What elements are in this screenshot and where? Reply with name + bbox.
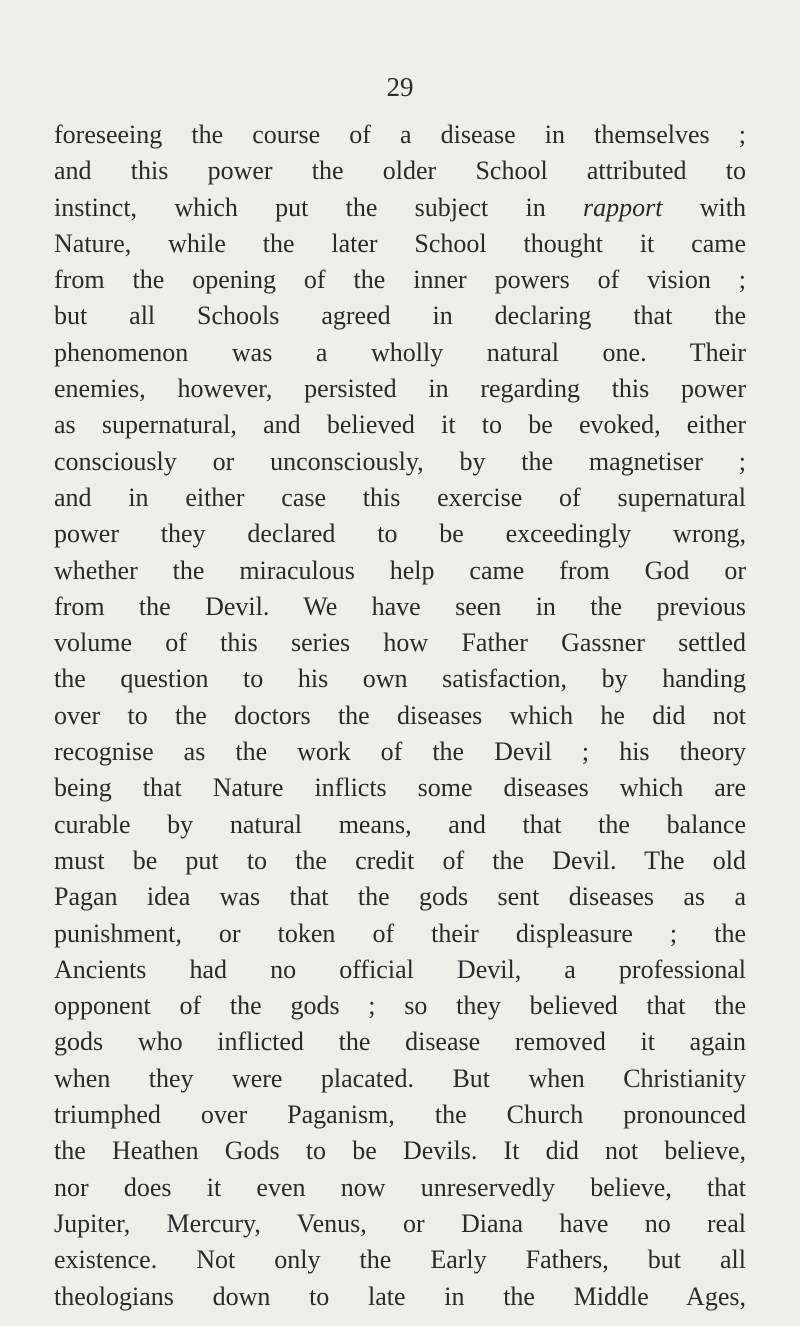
text-line [54, 407, 746, 443]
text-line [54, 661, 746, 697]
text-line-segment: must be put to the credit of the Devil. The old [54, 845, 746, 875]
text-line-segment: the question to his own satisfaction, by handing [54, 664, 746, 694]
page-number: 29 [386, 72, 414, 102]
text-line [54, 153, 746, 189]
text-line-segment: theologians down to late in the Middle Ages, [54, 1281, 746, 1311]
text-line-segment: foreseeing the course of a disease in themselves ; [54, 120, 746, 149]
text-line [54, 1206, 746, 1242]
text-line [54, 335, 746, 371]
text-line-segment: from the opening of the inner powers of vision ; [54, 265, 746, 295]
text-line-segment: opponent of the gods ; so they believed that the [54, 991, 746, 1021]
text-line [54, 843, 746, 879]
text-line [54, 589, 746, 625]
text-line [54, 117, 746, 153]
text-line [54, 1279, 746, 1315]
text-line-segment: power they declared to be exceedingly wrong, [54, 519, 746, 549]
italic-term: rapport [583, 192, 663, 222]
text-line [54, 1133, 746, 1169]
text-line [54, 371, 746, 407]
text-line [54, 444, 746, 480]
text-line-segment: recognise as the work of the Devil ; his theory [54, 737, 746, 767]
text-line [54, 1242, 746, 1278]
text-line [54, 190, 746, 226]
text-line-segment: punishment, or token of their displeasure ; the [54, 918, 746, 948]
text-line-segment: consciously or unconsciously, by the magnetiser ; [54, 446, 746, 476]
text-line [54, 298, 746, 334]
text-line [54, 262, 746, 298]
text-line-segment: and this power the older School attributed to [54, 156, 746, 186]
text-line [54, 625, 746, 661]
text-line [54, 1024, 746, 1060]
text-line [54, 480, 746, 516]
text-line [54, 734, 746, 770]
text-line-segment: enemies, however, persisted in regarding this power [54, 374, 746, 404]
text-line-segment: volume of this series how Father Gassner settled [54, 628, 746, 658]
text-line-segment: nor does it even now unreservedly believe, that [54, 1172, 746, 1202]
text-line [54, 807, 746, 843]
text-line [54, 698, 746, 734]
text-line [54, 1061, 746, 1097]
text-line-segment: existence. Not only the Early Fathers, but all [54, 1245, 746, 1275]
text-line-segment: whether the miraculous help came from God or [54, 555, 746, 585]
text-line-segment: triumphed over Paganism, the Church pronounced [54, 1100, 746, 1130]
text-line-segment: with [662, 192, 746, 222]
text-line [54, 952, 746, 988]
text-line [54, 988, 746, 1024]
text-line-segment: the Heathen Gods to be Devils. It did not believe, [54, 1136, 746, 1166]
text-line [54, 226, 746, 262]
text-line [54, 553, 746, 589]
body-text [54, 117, 746, 1315]
text-line [54, 1097, 746, 1133]
text-line-segment: and in either case this exercise of supernatural [54, 482, 746, 512]
text-line [54, 516, 746, 552]
text-line-segment: Ancients had no official Devil, a professional [54, 954, 746, 984]
text-line-segment: Pagan idea was that the gods sent diseases as a [54, 882, 746, 912]
text-line-segment: as supernatural, and believed it to be evoked, either [54, 410, 746, 440]
text-line-segment: gods who inflicted the disease removed it again [54, 1027, 746, 1057]
text-line-segment: curable by natural means, and that the balance [54, 809, 746, 839]
text-line [54, 916, 746, 952]
text-line-segment: instinct, which put the subject in [54, 192, 584, 222]
text-line [54, 1170, 746, 1206]
text-line [54, 770, 746, 806]
text-line-segment: phenomenon was a wholly natural one. Their [54, 337, 746, 367]
text-line-segment: from the Devil. We have seen in the previous [54, 591, 746, 621]
text-line-segment: but all Schools agreed in declaring that the [54, 301, 746, 331]
text-line-segment: over to the doctors the diseases which he did not [54, 700, 746, 730]
text-line-segment: Nature, while the later School thought it came [54, 228, 746, 258]
text-line-segment: when they were placated. But when Christianity [54, 1063, 746, 1093]
text-line [54, 879, 746, 915]
text-line-segment: being that Nature inflicts some diseases which are [54, 773, 746, 803]
text-line-segment: Jupiter, Mercury, Venus, or Diana have no real [54, 1208, 746, 1238]
